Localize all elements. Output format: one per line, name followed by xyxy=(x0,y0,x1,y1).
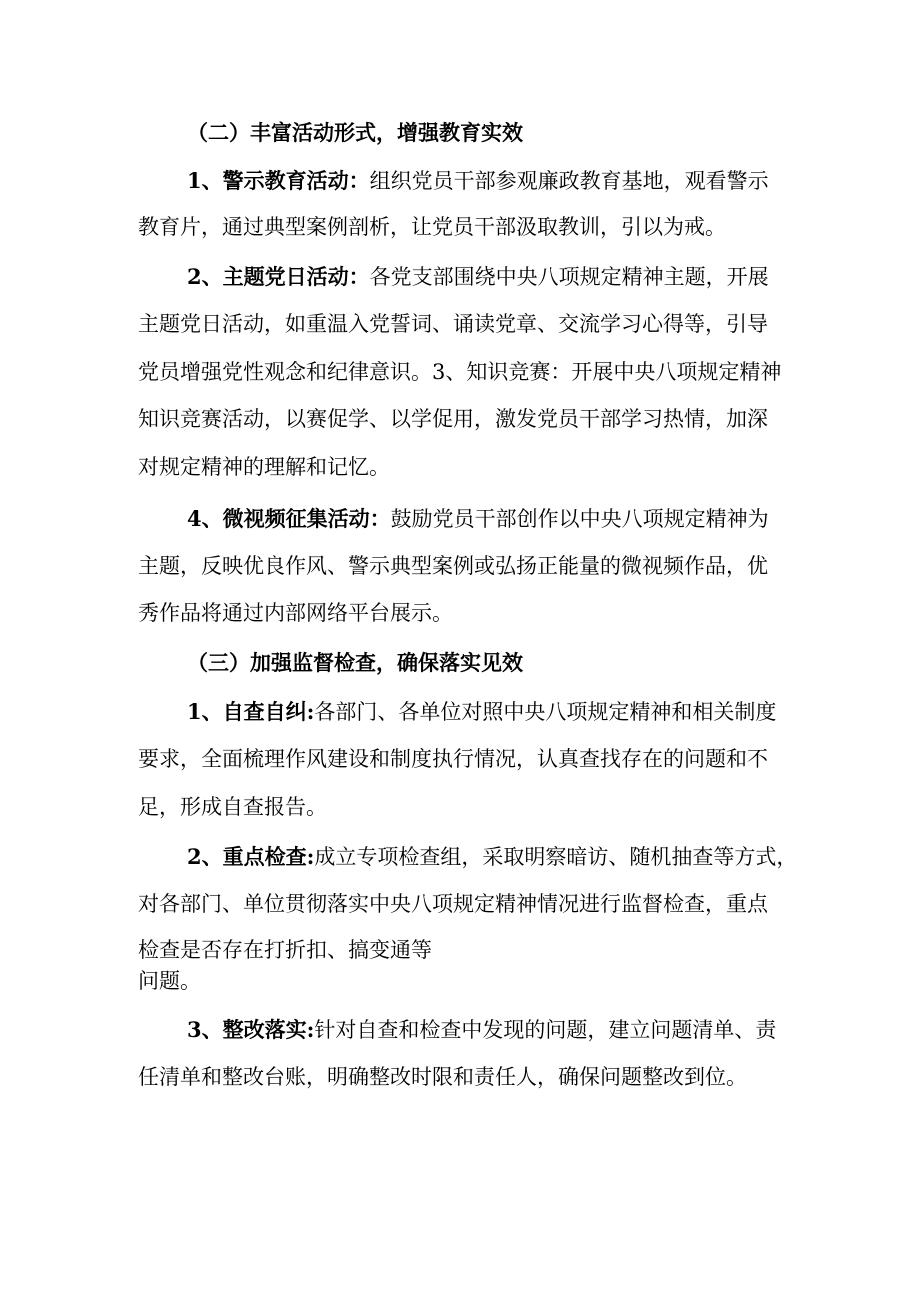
item-label: 1、警示教育活动： xyxy=(187,168,370,193)
item-text: 各部门、各单位对照中央八项规定精神和相关制度 xyxy=(314,700,777,724)
section-heading-3: （三）加强监督检查，确保落实见效 xyxy=(187,650,523,675)
paragraph-party-day-line-3: 党员增强党性观念和纪律意识。3、知识竞赛：开展中央八项规定精神 xyxy=(138,360,782,384)
item-text: 组织党员干部参观廉政教育基地，观看警示 xyxy=(369,169,769,193)
item-text: 针对自查和检查中发现的问题，建立问题清单、责 xyxy=(314,1018,777,1042)
paragraph-key-inspection-line-1 xyxy=(187,842,797,872)
paragraph-party-day-line-5: 对规定精神的理解和记忆。 xyxy=(138,455,390,479)
section-heading-2: （二）丰富活动形式，增强教育实效 xyxy=(187,120,523,145)
item-label: 1、自查自纠: xyxy=(187,699,315,724)
paragraph-video-contest-line-3: 秀作品将通过内部网络平台展示。 xyxy=(138,601,453,625)
paragraph-self-check-line-1 xyxy=(187,697,776,727)
paragraph-rectification-line-1 xyxy=(187,1015,776,1045)
item-label: 2、重点检查: xyxy=(187,844,315,869)
paragraph-self-check-line-2: 要求，全面梳理作风建设和制度执行情况，认真查找存在的问题和不 xyxy=(138,747,768,771)
item-label: 2、主题党日活动： xyxy=(187,264,370,289)
paragraph-rectification-line-2: 任清单和整改台账，明确整改时限和责任人，确保问题整改到位。 xyxy=(138,1065,747,1089)
item-label: 3、整改落实: xyxy=(187,1017,315,1042)
item-text: 各党支部围绕中央八项规定精神主题，开展 xyxy=(369,265,769,289)
item-text: 成立专项检查组，采取明察暗访、随机抽查等方式， xyxy=(314,845,798,869)
paragraph-party-day-line-2: 主题党日活动，如重温入党誓词、诵读党章、交流学习心得等，引导 xyxy=(138,312,768,336)
paragraph-video-contest-line-2: 主题，反映优良作风、警示典型案例或弘扬正能量的微视频作品，优 xyxy=(138,554,768,578)
paragraph-warning-education-line-1 xyxy=(187,166,769,196)
paragraph-warning-education-line-2: 教育片，通过典型案例剖析，让党员干部汲取教训，引以为戒。 xyxy=(138,215,726,239)
paragraph-key-inspection-line-2: 对各部门、单位贯彻落实中央八项规定精神情况进行监督检查，重点 xyxy=(138,892,768,916)
paragraph-self-check-line-3: 足，形成自查报告。 xyxy=(138,795,327,819)
item-text: 鼓励党员干部创作以中央八项规定精神为 xyxy=(390,507,769,531)
paragraph-party-day-line-1 xyxy=(187,262,769,292)
paragraph-key-inspection-line-3: 检查是否存在打折扣、搞变通等 xyxy=(138,938,432,962)
paragraph-party-day-line-4: 知识竞赛活动，以赛促学、以学促用，激发党员干部学习热情，加深 xyxy=(138,407,768,431)
paragraph-video-contest-line-1 xyxy=(187,504,769,534)
item-label: 4、微视频征集活动： xyxy=(187,506,391,531)
paragraph-key-inspection-line-4: 问题。 xyxy=(138,969,201,993)
